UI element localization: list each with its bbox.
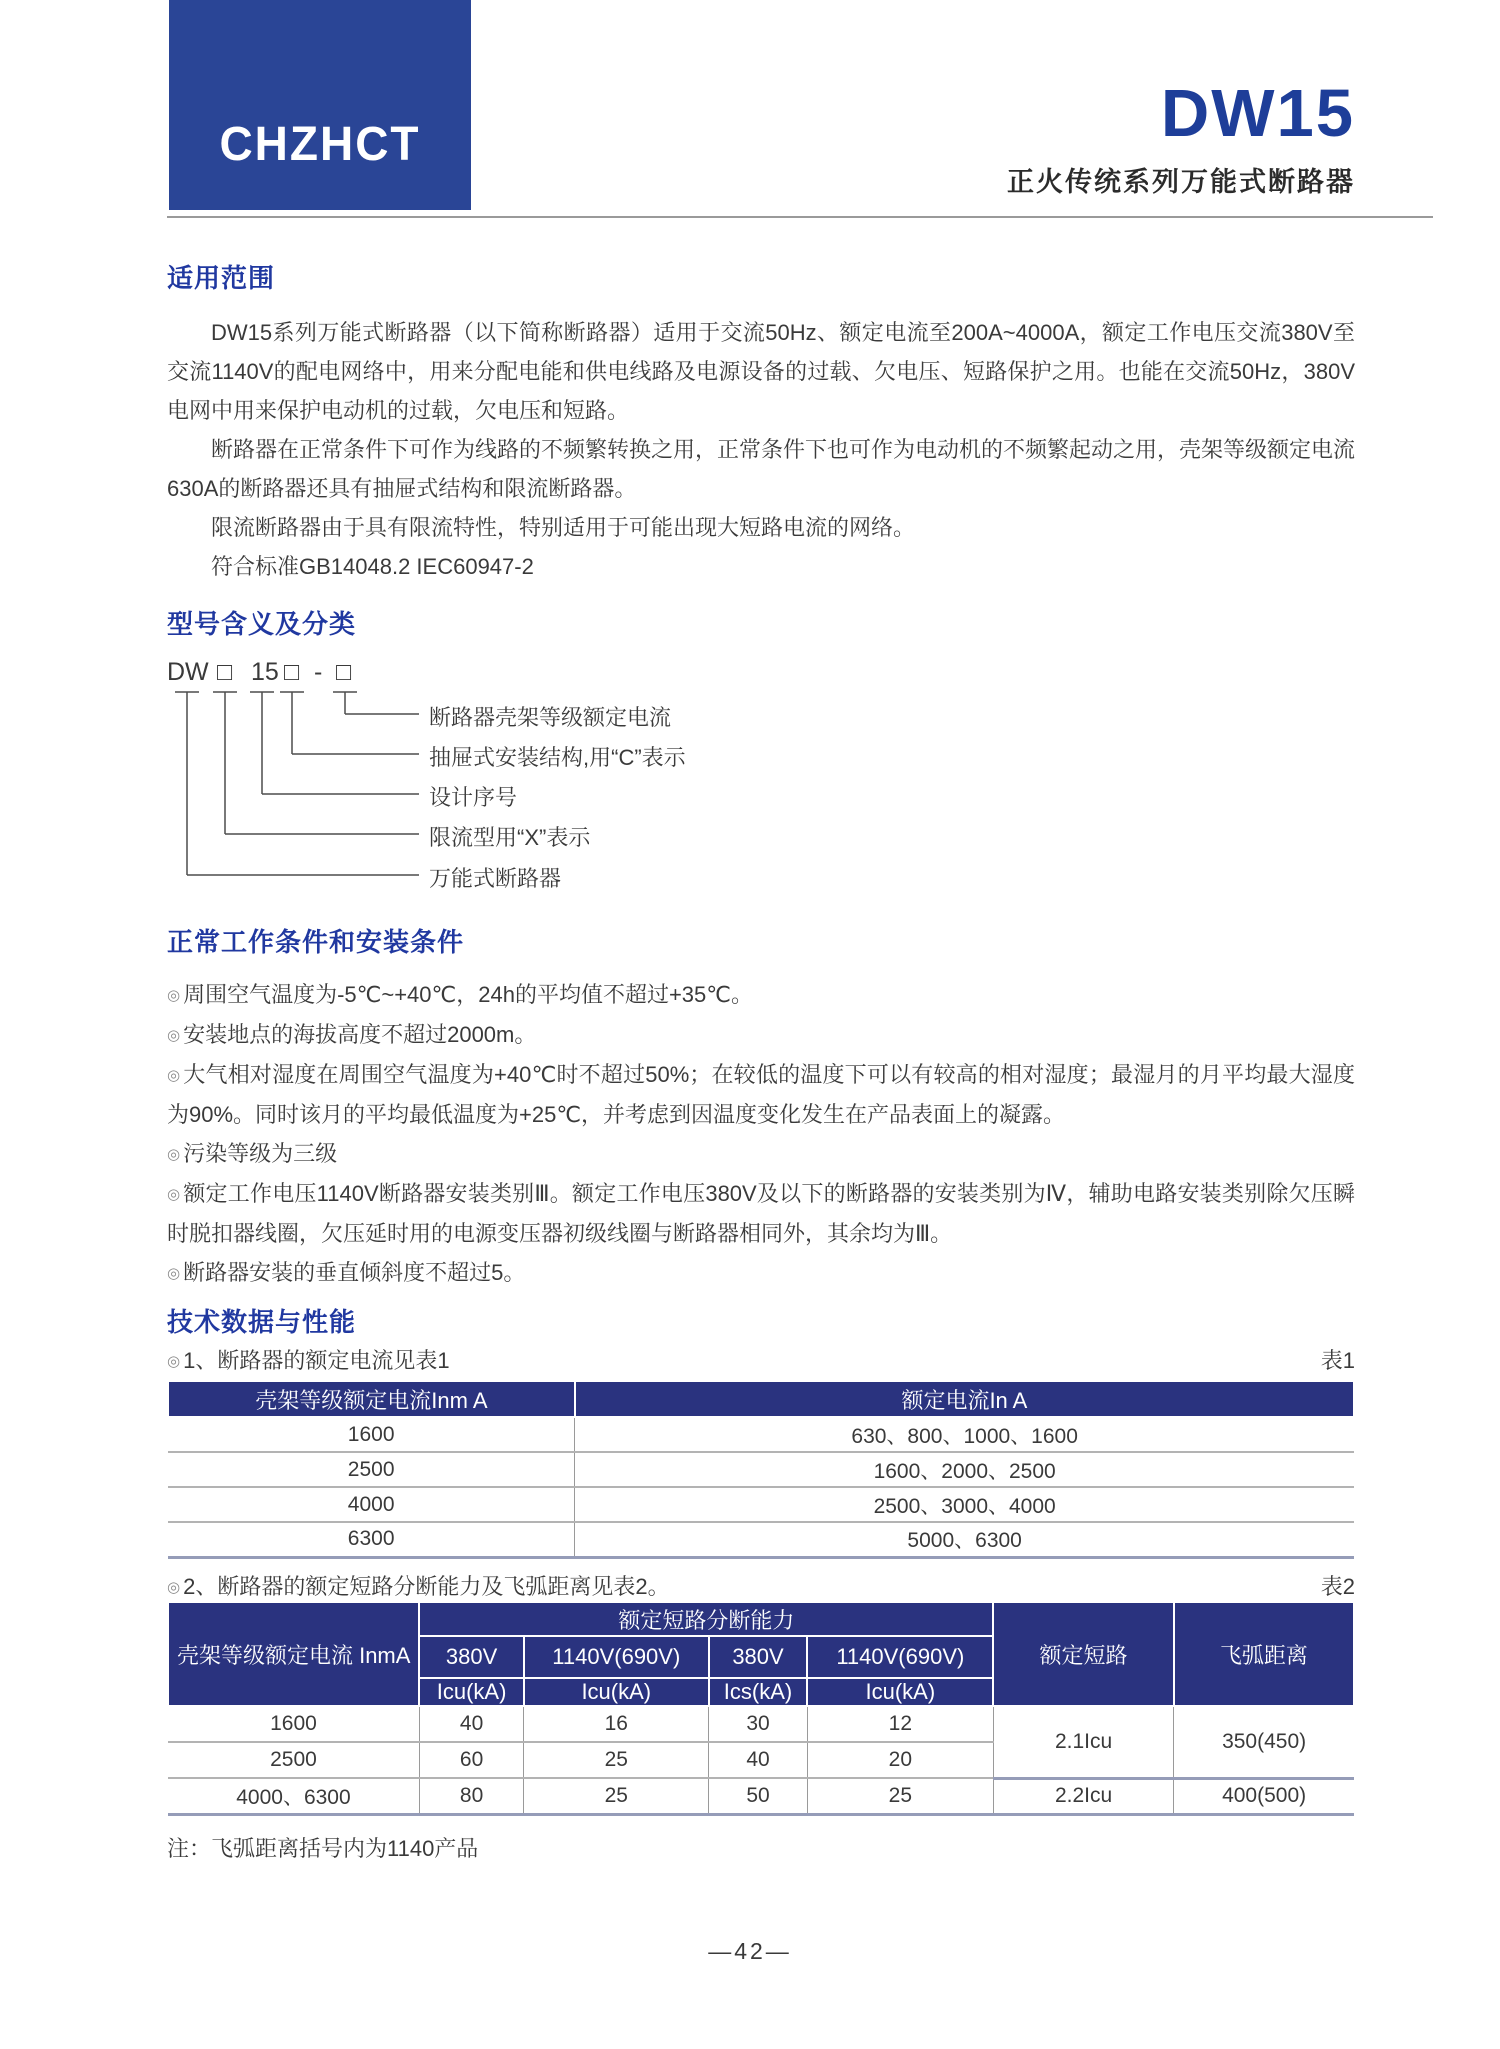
condition-item [167,1055,1355,1134]
table-row [168,1778,1354,1814]
table2-header-group: 额定短路分断能力 [419,1602,993,1636]
table1-tag: 表1 [1320,1348,1355,1373]
table2-footnote: 注：飞弧距离括号内为1140产品 [167,1836,479,1861]
table2-header-unit: Icu(kA) [419,1678,523,1706]
table-row [168,1417,1354,1452]
ring-bullet-icon: ◎ [167,1265,181,1282]
table2-header-voltage: 1140V(690V) [807,1636,993,1678]
table-row [168,1487,1354,1522]
conditions-section-title: 正常工作条件和安装条件 [167,927,465,957]
model-part-box1: □ [217,658,233,686]
table1-caption-text: 1、断路器的额定电流见表1 [183,1348,450,1373]
table1-wrap [167,1380,1355,1559]
condition-item-text: 安装地点的海拔高度不超过2000m。 [183,1022,537,1047]
model-connector-lines [167,658,987,908]
capacity-cell: 25 [524,1742,709,1778]
breaking-capacity-table [167,1601,1355,1816]
capacity-cell: 25 [807,1778,993,1814]
ring-bullet-icon: ◎ [167,1027,181,1044]
table2-header-short: 额定短路 [993,1602,1173,1706]
rated-current-cell: 2500、3000、4000 [575,1487,1354,1522]
model-label-current-limit: 限流型用“X”表示 [429,825,591,850]
brand-logo-text: CHZHCT [219,115,421,171]
model-part-dash: - [314,658,323,686]
condition-item [167,1015,1355,1055]
rated-short-cell: 2.1Icu [993,1706,1173,1778]
model-label-frame-current: 断路器壳架等级额定电流 [429,705,672,730]
frame-current-cell: 2500 [168,1742,419,1778]
scope-paragraph-1: DW15系列万能式断路器（以下简称断路器）适用于交流50Hz、额定电流至200A~4000A，额定工作电压交流380V至交流1140V的配电网络中，用来分配电能和供电线路及电源设备的过载、欠电压、短路保护之用。也能在交流50Hz，380V电网中用来保护电动机的过载，欠电压和短路。 [167,320,1355,423]
frame-current-cell: 2500 [168,1452,575,1487]
conditions-section [167,922,1355,1293]
frame-current-cell: 1600 [168,1706,419,1742]
capacity-cell: 20 [807,1742,993,1778]
model-part-box2: □ [284,658,300,686]
rated-current-cell: 1600、2000、2500 [575,1452,1354,1487]
ring-bullet-icon: ◎ [167,1067,181,1084]
page-number: —42— [708,1938,792,1964]
ring-bullet-icon: ◎ [167,987,181,1004]
frame-current-cell: 4000、6300 [168,1778,419,1814]
model-part-dw: DW [167,658,209,686]
model-section-title: 型号含义及分类 [167,609,357,639]
table2-header-frame: 壳架等级额定电流 InmA [168,1602,419,1706]
scope-section [167,258,1355,586]
table2-caption [167,1570,670,1601]
header-divider-rule [167,216,1433,218]
scope-section-title: 适用范围 [167,263,276,293]
model-label-universal-type: 万能式断路器 [429,866,562,891]
condition-item [167,975,1355,1015]
capacity-cell: 30 [709,1706,807,1742]
table2-header-voltage: 1140V(690V) [524,1636,709,1678]
condition-item [167,1253,1355,1293]
scope-paragraph-2: 断路器在正常条件下可作为线路的不频繁转换之用，正常条件下也可作为电动机的不频繁起动之用，壳架等级额定电流630A的断路器还具有抽屉式结构和限流断路器。 [167,437,1356,501]
frame-current-cell: 1600 [168,1417,575,1452]
table1-caption [167,1344,450,1375]
table2-wrap [167,1601,1355,1816]
capacity-cell: 40 [419,1706,523,1742]
table2-header-unit: Icu(kA) [524,1678,709,1706]
model-designation-diagram [167,658,987,908]
capacity-cell: 12 [807,1706,993,1742]
tech-section-title-row [167,1302,1355,1339]
model-section-title-row [167,604,1355,641]
capacity-cell: 60 [419,1742,523,1778]
condition-item [167,1174,1355,1253]
capacity-cell: 25 [524,1778,709,1814]
ring-bullet-icon: ◎ [167,1579,181,1596]
table2-header-unit: Ics(kA) [709,1678,807,1706]
condition-item-text: 污染等级为三级 [183,1141,338,1166]
table-row [168,1452,1354,1487]
capacity-cell: 80 [419,1778,523,1814]
capacity-cell: 16 [524,1706,709,1742]
table2-header-unit: Icu(kA) [807,1678,993,1706]
product-model-title: DW15 [1160,76,1355,151]
ring-bullet-icon: ◎ [167,1186,181,1203]
table2-header-voltage: 380V [419,1636,523,1678]
brand-logo-box [169,0,471,210]
condition-item-text: 大气相对湿度在周围空气温度为+40℃时不超过50%；在较低的温度下可以有较高的相对湿度；最湿月的月平均最大湿度为90%。同时该月的平均最低温度为+25℃，并考虑到因温度变化发生在产品表面上的凝露。 [167,1062,1356,1127]
table2-tag: 表2 [1320,1574,1355,1599]
rated-current-cell: 5000、6300 [575,1522,1354,1557]
condition-item-text: 周围空气温度为-5℃~+40℃，24h的平均值不超过+35℃。 [183,982,753,1007]
model-part-15: 15 [251,658,279,686]
model-part-box3: □ [336,658,352,686]
condition-item [167,1134,1355,1174]
capacity-cell: 40 [709,1742,807,1778]
table-row [168,1522,1354,1557]
table1-header-rated: 额定电流In A [575,1381,1354,1417]
scope-paragraph-4: 符合标准GB14048.2 IEC60947-2 [211,554,534,579]
product-subtitle: 正火传统系列万能式断路器 [1007,167,1355,197]
rated-short-cell: 2.2Icu [993,1778,1173,1814]
table1-caption-row [167,1344,1355,1375]
rated-current-table [167,1380,1355,1559]
frame-current-cell: 4000 [168,1487,575,1522]
ring-bullet-icon: ◎ [167,1353,181,1370]
condition-item-text: 额定工作电压1140V断路器安装类别Ⅲ。额定工作电压380V及以下的断路器的安装类别为Ⅳ，辅助电路安装类别除欠压瞬时脱扣器线圈，欠压延时用的电源变压器初级线圈与断路器相同外，其余均为Ⅲ。 [167,1181,1355,1246]
arc-distance-cell: 350(450) [1174,1706,1354,1778]
table-row [168,1706,1354,1742]
frame-current-cell: 6300 [168,1522,575,1557]
model-label-drawer-type: 抽屉式安装结构,用“C”表示 [429,745,686,770]
table1-header-frame: 壳架等级额定电流Inm A [168,1381,575,1417]
table2-header-voltage: 380V [709,1636,807,1678]
condition-item-text: 断路器安装的垂直倾斜度不超过5。 [183,1260,526,1285]
table2-caption-row [167,1570,1355,1601]
rated-current-cell: 630、800、1000、1600 [575,1417,1354,1452]
table2-header-arc: 飞弧距离 [1174,1602,1354,1706]
capacity-cell: 50 [709,1778,807,1814]
tech-section-title: 技术数据与性能 [167,1307,357,1337]
scope-paragraph-3: 限流断路器由于具有限流特性，特别适用于可能出现大短路电流的网络。 [211,515,916,540]
arc-distance-cell: 400(500) [1174,1778,1354,1814]
table2-caption-text: 2、断路器的额定短路分断能力及飞弧距离见表2。 [183,1574,670,1599]
model-label-design-serial: 设计序号 [429,785,518,810]
ring-bullet-icon: ◎ [167,1146,181,1163]
